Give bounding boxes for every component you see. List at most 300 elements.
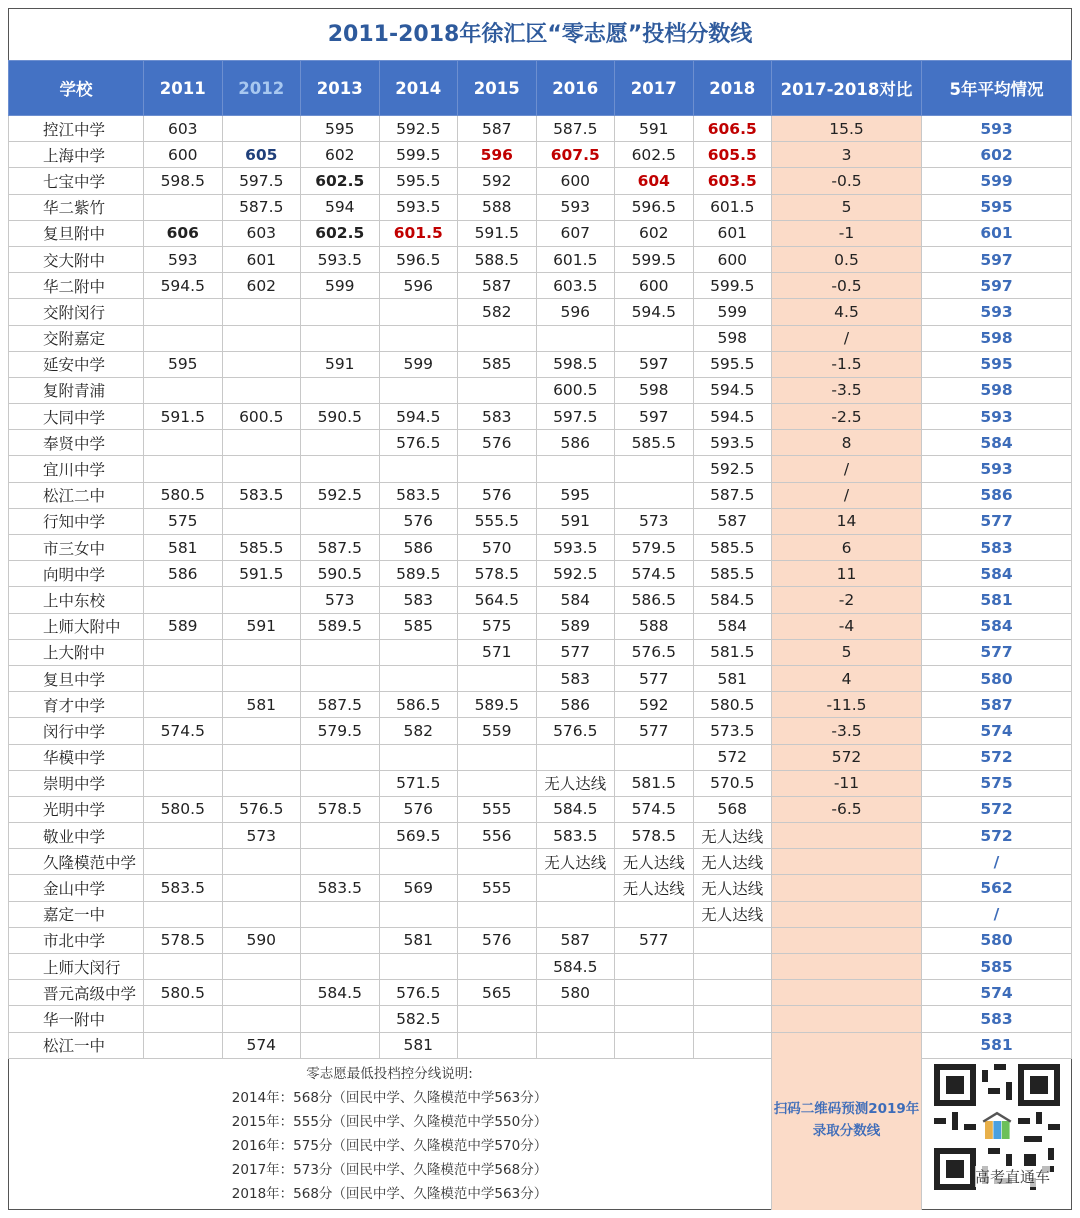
- school-name: 市三女中: [9, 535, 144, 561]
- score-cell: 602: [301, 142, 380, 168]
- school-name: 华二紫竹: [9, 194, 144, 220]
- score-cell: 583.5: [222, 482, 301, 508]
- average-cell: 572: [922, 796, 1072, 822]
- score-cell: 583.5: [536, 823, 615, 849]
- score-cell: 574.5: [615, 561, 694, 587]
- score-cell: 600.5: [536, 377, 615, 403]
- score-cell: 576: [458, 482, 537, 508]
- score-cell: 603.5: [693, 168, 772, 194]
- score-cell: 587.5: [301, 535, 380, 561]
- score-cell: [379, 665, 458, 691]
- score-cell: 597.5: [222, 168, 301, 194]
- score-cell: 585: [458, 351, 537, 377]
- score-cell: [222, 980, 301, 1006]
- score-cell: 580.5: [144, 796, 223, 822]
- school-name: 大同中学: [9, 404, 144, 430]
- score-cell: 571.5: [379, 770, 458, 796]
- score-cell: [693, 980, 772, 1006]
- score-cell: [222, 1006, 301, 1032]
- score-cell: 581: [144, 535, 223, 561]
- average-cell: 583: [922, 535, 1072, 561]
- score-cell: 无人达线: [615, 849, 694, 875]
- account-watermark: 高考直通车: [974, 1168, 1050, 1186]
- school-name: 松江一中: [9, 1032, 144, 1058]
- average-cell: 586: [922, 482, 1072, 508]
- score-cell: [301, 927, 380, 953]
- score-cell: [144, 901, 223, 927]
- score-cell: 582.5: [379, 1006, 458, 1032]
- score-cell: 574: [222, 1032, 301, 1058]
- average-cell: 584: [922, 561, 1072, 587]
- compare-cell: -1: [772, 220, 922, 246]
- score-cell: [379, 299, 458, 325]
- school-name: 交附闵行: [9, 299, 144, 325]
- score-cell: 583: [458, 404, 537, 430]
- average-cell: 593: [922, 116, 1072, 142]
- table-row: [9, 246, 1072, 272]
- score-cell: [301, 954, 380, 980]
- score-cell: 607.5: [536, 142, 615, 168]
- table-header: [9, 61, 1072, 116]
- score-cell: [458, 1006, 537, 1032]
- notes-line: 2015年：555分（回民中学、久隆模范中学550分）: [231, 1114, 548, 1130]
- score-cell: 580.5: [144, 980, 223, 1006]
- score-cell: 584.5: [301, 980, 380, 1006]
- average-cell: 584: [922, 613, 1072, 639]
- score-cell: [144, 1006, 223, 1032]
- score-cell: 581.5: [615, 770, 694, 796]
- score-cell: 602.5: [615, 142, 694, 168]
- score-cell: 601: [222, 246, 301, 272]
- score-cell: 572: [693, 744, 772, 770]
- score-cell: 585.5: [693, 535, 772, 561]
- score-cell: 595: [144, 351, 223, 377]
- table-row: [9, 535, 1072, 561]
- score-cell: [379, 901, 458, 927]
- column-header: 2018: [693, 61, 772, 116]
- score-cell: 577: [615, 665, 694, 691]
- score-cell: [144, 954, 223, 980]
- score-cell: 586: [536, 430, 615, 456]
- compare-cell: 4.5: [772, 299, 922, 325]
- score-cell: 587: [693, 508, 772, 534]
- score-cell: 603.5: [536, 273, 615, 299]
- table-row: [9, 482, 1072, 508]
- compare-cell: -1.5: [772, 351, 922, 377]
- compare-cell: 14: [772, 508, 922, 534]
- score-cell: 606: [144, 220, 223, 246]
- score-cell: 无人达线: [693, 849, 772, 875]
- score-cell: 593.5: [301, 246, 380, 272]
- average-cell: 580: [922, 927, 1072, 953]
- score-cell: [222, 770, 301, 796]
- score-cell: [301, 325, 380, 351]
- compare-cell: 5: [772, 194, 922, 220]
- average-cell: 584: [922, 430, 1072, 456]
- school-name: 市北中学: [9, 927, 144, 953]
- score-cell: [222, 875, 301, 901]
- score-cell: 无人达线: [536, 849, 615, 875]
- score-cell: 577: [536, 639, 615, 665]
- table-row: [9, 1006, 1072, 1032]
- score-cell: 605.5: [693, 142, 772, 168]
- compare-cell: -11.5: [772, 692, 922, 718]
- score-cell: [458, 954, 537, 980]
- score-cell: 589.5: [301, 613, 380, 639]
- score-cell: 594: [301, 194, 380, 220]
- column-header: 2014: [379, 61, 458, 116]
- compare-cell: -6.5: [772, 796, 922, 822]
- score-cell: 607: [536, 220, 615, 246]
- score-cell: 604: [615, 168, 694, 194]
- average-cell: 593: [922, 404, 1072, 430]
- score-cell: [222, 116, 301, 142]
- score-cell: 584.5: [536, 954, 615, 980]
- table-row: [9, 299, 1072, 325]
- score-cell: 603: [144, 116, 223, 142]
- school-name: 控江中学: [9, 116, 144, 142]
- score-cell: [222, 587, 301, 613]
- score-cell: [222, 718, 301, 744]
- score-cell: 599: [379, 351, 458, 377]
- average-cell: 572: [922, 744, 1072, 770]
- score-cell: [458, 377, 537, 403]
- table-row: [9, 587, 1072, 613]
- score-cell: 599.5: [615, 246, 694, 272]
- score-cell: 573: [301, 587, 380, 613]
- score-cell: [458, 665, 537, 691]
- score-cell: 586: [379, 535, 458, 561]
- qr-area: [922, 1054, 1072, 1210]
- compare-cell: -0.5: [772, 168, 922, 194]
- score-cell: 581: [222, 692, 301, 718]
- column-header: 5年平均情况: [922, 61, 1072, 116]
- score-cell: [222, 430, 301, 456]
- school-name: 金山中学: [9, 875, 144, 901]
- average-cell: 574: [922, 980, 1072, 1006]
- average-cell: 587: [922, 692, 1072, 718]
- score-cell: [615, 954, 694, 980]
- table-row: [9, 796, 1072, 822]
- compare-cell: /: [772, 482, 922, 508]
- score-cell: [301, 377, 380, 403]
- table-row: [9, 718, 1072, 744]
- score-cell: 581: [693, 665, 772, 691]
- score-cell: 576: [458, 927, 537, 953]
- page-title: 2011-2018年徐汇区“零志愿”投档分数线: [327, 22, 753, 47]
- score-cell: 590: [222, 927, 301, 953]
- table-row: [9, 639, 1072, 665]
- score-cell: [144, 377, 223, 403]
- school-name: 延安中学: [9, 351, 144, 377]
- score-cell: [144, 849, 223, 875]
- score-cell: [301, 665, 380, 691]
- table-row: [9, 823, 1072, 849]
- score-cell: 586: [144, 561, 223, 587]
- table-row: [9, 220, 1072, 246]
- score-cell: 596.5: [379, 246, 458, 272]
- score-cell: 576.5: [615, 639, 694, 665]
- average-cell: 598: [922, 325, 1072, 351]
- score-cell: 600: [615, 273, 694, 299]
- score-cell: 578.5: [144, 927, 223, 953]
- score-cell: [222, 377, 301, 403]
- score-cell: [379, 954, 458, 980]
- table-row: [9, 744, 1072, 770]
- school-name: 交大附中: [9, 246, 144, 272]
- score-cell: [301, 901, 380, 927]
- score-cell: [379, 456, 458, 482]
- table-row: [9, 116, 1072, 142]
- score-cell: 602.5: [301, 168, 380, 194]
- score-cell: 596: [536, 299, 615, 325]
- table-row: [9, 901, 1072, 927]
- score-cell: [615, 744, 694, 770]
- score-cell: 594.5: [693, 377, 772, 403]
- average-cell: 597: [922, 273, 1072, 299]
- column-header: 2013: [301, 61, 380, 116]
- score-cell: 587.5: [222, 194, 301, 220]
- score-cell: [458, 456, 537, 482]
- score-cell: [144, 456, 223, 482]
- score-cell: 580.5: [144, 482, 223, 508]
- score-cell: [222, 901, 301, 927]
- compare-cell: 6: [772, 535, 922, 561]
- compare-cell: -3.5: [772, 377, 922, 403]
- average-cell: 574: [922, 718, 1072, 744]
- score-cell: 576: [379, 796, 458, 822]
- score-cell: [458, 325, 537, 351]
- score-cell: 597.5: [536, 404, 615, 430]
- score-cell: 591.5: [144, 404, 223, 430]
- score-cell: [693, 1006, 772, 1032]
- score-cell: 583.5: [301, 875, 380, 901]
- average-cell: 593: [922, 456, 1072, 482]
- score-cell: 587.5: [536, 116, 615, 142]
- score-cell: 599.5: [693, 273, 772, 299]
- score-cell: [615, 901, 694, 927]
- school-name: 上师大附中: [9, 613, 144, 639]
- average-cell: 575: [922, 770, 1072, 796]
- column-header: 2015: [458, 61, 537, 116]
- school-name: 敬业中学: [9, 823, 144, 849]
- table-row: [9, 456, 1072, 482]
- score-cell: 577: [615, 718, 694, 744]
- score-cell: 585.5: [693, 561, 772, 587]
- score-cell: 555.5: [458, 508, 537, 534]
- score-cell: 600: [144, 142, 223, 168]
- score-cell: 576: [458, 430, 537, 456]
- score-cell: [301, 849, 380, 875]
- score-cell: [458, 744, 537, 770]
- score-cell: [379, 377, 458, 403]
- score-cell: 590.5: [301, 561, 380, 587]
- score-cell: [144, 299, 223, 325]
- school-name: 宜川中学: [9, 456, 144, 482]
- score-cell: [301, 299, 380, 325]
- score-cell: 570: [458, 535, 537, 561]
- column-header: 2012: [222, 61, 301, 116]
- score-cell: 569: [379, 875, 458, 901]
- table-row: [9, 273, 1072, 299]
- score-cell: [615, 980, 694, 1006]
- compare-cell: /: [772, 325, 922, 351]
- score-cell: [301, 1006, 380, 1032]
- compare-cell: [772, 849, 922, 875]
- score-cell: 594.5: [693, 404, 772, 430]
- score-cell: 603: [222, 220, 301, 246]
- score-cell: [222, 299, 301, 325]
- score-cell: 565: [458, 980, 537, 1006]
- score-cell: [222, 665, 301, 691]
- compare-cell: [772, 823, 922, 849]
- average-cell: 585: [922, 954, 1072, 980]
- score-cell: [615, 1006, 694, 1032]
- score-cell: 587.5: [693, 482, 772, 508]
- score-cell: [379, 849, 458, 875]
- school-name: 闵行中学: [9, 718, 144, 744]
- score-cell: 559: [458, 718, 537, 744]
- column-header: 学校: [9, 61, 144, 116]
- score-cell: 573.5: [693, 718, 772, 744]
- score-cell: 587.5: [301, 692, 380, 718]
- score-cell: [222, 456, 301, 482]
- score-cell: [222, 508, 301, 534]
- scan-prompt: 扫码二维码预测2019年录取分数线: [772, 1054, 922, 1210]
- score-cell: 593: [144, 246, 223, 272]
- column-header: 2017: [615, 61, 694, 116]
- compare-cell: -3.5: [772, 718, 922, 744]
- score-cell: 591: [222, 613, 301, 639]
- score-cell: 588: [615, 613, 694, 639]
- score-cell: 591: [301, 351, 380, 377]
- score-cell: 无人达线: [615, 875, 694, 901]
- score-cell: [379, 325, 458, 351]
- score-cell: 574.5: [615, 796, 694, 822]
- score-cell: 594.5: [379, 404, 458, 430]
- score-cell: 555: [458, 875, 537, 901]
- score-cell: 568: [693, 796, 772, 822]
- score-cell: 556: [458, 823, 537, 849]
- score-cell: 598.5: [536, 351, 615, 377]
- score-cell: [536, 744, 615, 770]
- score-cell: 574.5: [144, 718, 223, 744]
- score-cell: 583: [536, 665, 615, 691]
- score-cell: 587: [536, 927, 615, 953]
- score-cell: [222, 351, 301, 377]
- average-cell: 601: [922, 220, 1072, 246]
- score-cell: 584: [536, 587, 615, 613]
- score-cell: 577: [615, 927, 694, 953]
- average-cell: 581: [922, 587, 1072, 613]
- score-cell: 590.5: [301, 404, 380, 430]
- score-cell: [144, 744, 223, 770]
- score-cell: 592.5: [301, 482, 380, 508]
- score-cell: [536, 901, 615, 927]
- score-cell: [144, 665, 223, 691]
- score-cell: 576.5: [222, 796, 301, 822]
- average-cell: 602: [922, 142, 1072, 168]
- score-cell: 588: [458, 194, 537, 220]
- table-row: [9, 613, 1072, 639]
- score-cell: 589.5: [458, 692, 537, 718]
- score-cell: 592: [615, 692, 694, 718]
- column-header: 2016: [536, 61, 615, 116]
- table-row: [9, 927, 1072, 953]
- score-cell: 592.5: [536, 561, 615, 587]
- score-cell: 578.5: [458, 561, 537, 587]
- school-name: 复附青浦: [9, 377, 144, 403]
- score-cell: [222, 744, 301, 770]
- score-cell: 无人达线: [693, 875, 772, 901]
- compare-cell: -0.5: [772, 273, 922, 299]
- score-cell: [615, 456, 694, 482]
- score-cell: 571: [458, 639, 537, 665]
- score-cell: [301, 744, 380, 770]
- score-cell: 601.5: [379, 220, 458, 246]
- score-cell: 575: [458, 613, 537, 639]
- score-cell: 602: [222, 273, 301, 299]
- average-cell: 577: [922, 508, 1072, 534]
- score-cell: [144, 587, 223, 613]
- score-cell: [458, 901, 537, 927]
- table-row: [9, 430, 1072, 456]
- school-name: 复旦附中: [9, 220, 144, 246]
- average-cell: /: [922, 849, 1072, 875]
- score-cell: [458, 770, 537, 796]
- score-cell: 564.5: [458, 587, 537, 613]
- score-cell: 593.5: [693, 430, 772, 456]
- score-cell: 592.5: [379, 116, 458, 142]
- average-cell: 581: [922, 1032, 1072, 1058]
- score-cell: 595: [301, 116, 380, 142]
- score-cell: 无人达线: [693, 901, 772, 927]
- table-row: [9, 194, 1072, 220]
- table-row: [9, 325, 1072, 351]
- school-name: 崇明中学: [9, 770, 144, 796]
- score-cell: [536, 1006, 615, 1032]
- score-cell: 596: [458, 142, 537, 168]
- table-row: [9, 351, 1072, 377]
- score-cell: 587: [458, 116, 537, 142]
- score-cell: 576.5: [379, 430, 458, 456]
- score-cell: 593.5: [379, 194, 458, 220]
- score-cell: 600.5: [222, 404, 301, 430]
- score-cell: 600: [693, 246, 772, 272]
- compare-cell: 0.5: [772, 246, 922, 272]
- school-name: 嘉定一中: [9, 901, 144, 927]
- notes-line: 2017年：573分（回民中学、久隆模范中学568分）: [231, 1162, 548, 1178]
- score-cell: 582: [379, 718, 458, 744]
- score-cell: [144, 692, 223, 718]
- score-cell: 579.5: [615, 535, 694, 561]
- score-cell: [144, 194, 223, 220]
- average-cell: 598: [922, 377, 1072, 403]
- score-table: [8, 60, 1072, 1059]
- score-cell: 594.5: [144, 273, 223, 299]
- score-cell: 586: [536, 692, 615, 718]
- score-cell: 597: [615, 404, 694, 430]
- score-cell: [379, 744, 458, 770]
- score-cell: 593.5: [536, 535, 615, 561]
- score-cell: 598: [615, 377, 694, 403]
- score-cell: 585: [379, 613, 458, 639]
- score-cell: 555: [458, 796, 537, 822]
- compare-cell: -2: [772, 587, 922, 613]
- compare-cell: [772, 927, 922, 953]
- school-name: 上大附中: [9, 639, 144, 665]
- school-name: 奉贤中学: [9, 430, 144, 456]
